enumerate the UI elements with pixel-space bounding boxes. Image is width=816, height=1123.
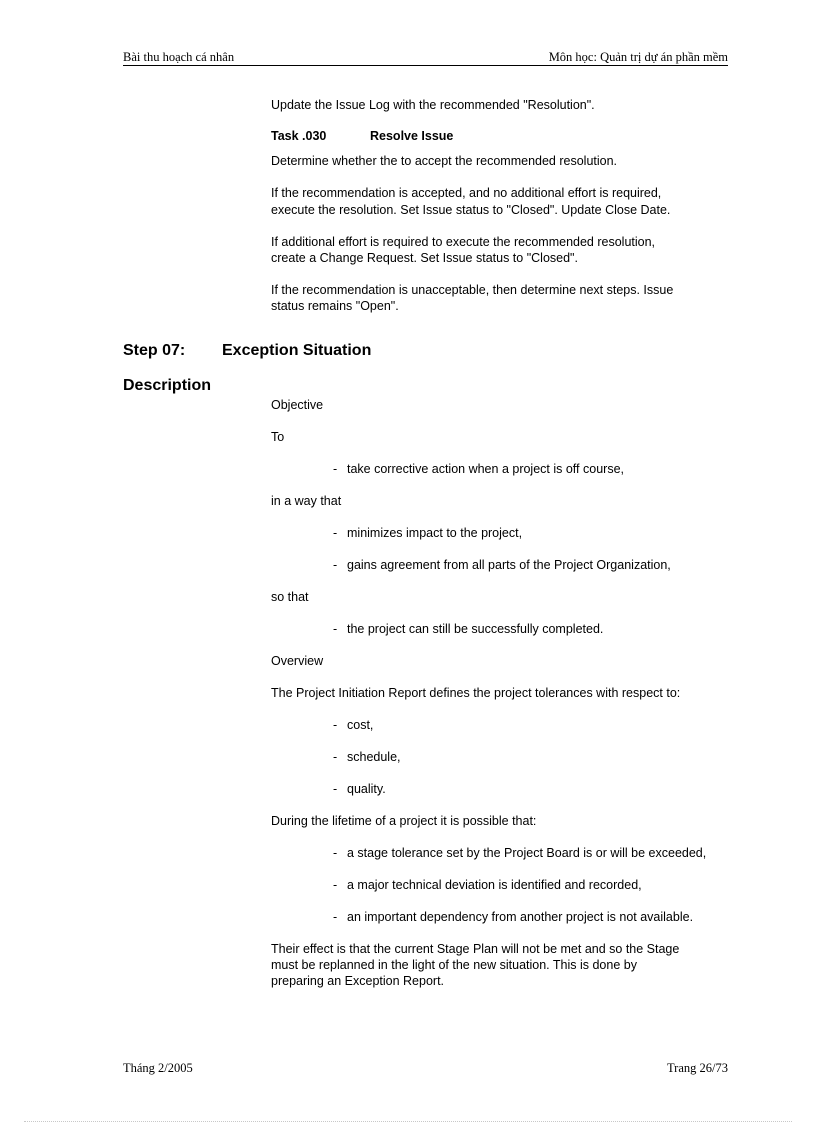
step-title: Exception Situation <box>222 342 372 359</box>
step-heading <box>123 342 372 360</box>
bullet-text: the project can still be successfully completed. <box>347 622 604 636</box>
bullet-dependency <box>333 909 693 925</box>
paragraph-additional-line-2: create a Change Request. Set Issue status to "Closed". <box>271 251 578 265</box>
task-number: Task .030 <box>271 129 327 143</box>
page-header <box>123 50 728 66</box>
bullet-text: a major technical deviation is identified and recorded, <box>347 878 642 892</box>
header-right-text: Môn học: Quản trị dự án phần mềm <box>548 50 728 64</box>
step-label: Step 07: <box>123 342 186 359</box>
bullet-major-deviation <box>333 877 642 893</box>
bullet-cost <box>333 717 373 733</box>
task-heading <box>271 129 454 143</box>
paragraph-additional-line-1: If additional effort is required to execute the recommended resolution, <box>271 235 656 249</box>
bullet-dash: - <box>333 846 338 860</box>
paragraph-update-issue-log: Update the Issue Log with the recommended "Resolution". <box>271 98 595 112</box>
bullet-text: cost, <box>347 718 374 732</box>
bullet-dash: - <box>333 622 338 636</box>
paragraph-project-initiation-report: The Project Initiation Report defines the project tolerances with respect to: <box>271 686 681 700</box>
bullet-dash: - <box>333 718 338 732</box>
bullet-successfully-completed <box>333 621 603 637</box>
task-title: Resolve Issue <box>370 129 454 143</box>
paragraph-unacceptable-line-2: status remains "Open". <box>271 299 399 313</box>
bullet-text: an important dependency from another project is not available. <box>347 910 694 924</box>
footer-page-number: Trang 26/73 <box>666 1061 728 1075</box>
bullet-text: schedule, <box>347 750 401 764</box>
in-a-way-that-label: in a way that <box>271 494 342 508</box>
footer-date: Tháng 2/2005 <box>123 1061 193 1075</box>
objective-label: Objective <box>271 398 324 412</box>
overview-label: Overview <box>271 654 324 668</box>
bullet-corrective-action <box>333 461 624 477</box>
to-label: To <box>271 430 285 444</box>
bullet-text: minimizes impact to the project, <box>347 526 523 540</box>
paragraph-accepted-line-1: If the recommendation is accepted, and no additional effort is required, <box>271 186 662 200</box>
bullet-dash: - <box>333 462 338 476</box>
paragraph-determine: Determine whether the to accept the recommended resolution. <box>271 154 618 168</box>
bullet-stage-tolerance <box>333 845 706 861</box>
so-that-label: so that <box>271 590 309 604</box>
bullet-text: a stage tolerance set by the Project Board is or will be exceeded, <box>347 846 707 860</box>
paragraph-effect-line-1: Their effect is that the current Stage Plan will not be met and so the Stage <box>271 942 680 956</box>
bullet-dash: - <box>333 750 338 764</box>
bullet-dash: - <box>333 878 338 892</box>
bullet-text: quality. <box>347 782 386 796</box>
bullet-text: gains agreement from all parts of the Project Organization, <box>347 558 671 572</box>
bullet-dash: - <box>333 558 338 572</box>
paragraph-effect-line-3: preparing an Exception Report. <box>271 974 445 988</box>
page-bottom-divider <box>24 1121 792 1122</box>
bullet-gains-agreement <box>333 557 671 573</box>
bullet-dash: - <box>333 782 338 796</box>
bullet-minimizes-impact <box>333 525 522 541</box>
bullet-text: take corrective action when a project is off course, <box>347 462 624 476</box>
paragraph-lifetime: During the lifetime of a project it is possible that: <box>271 814 537 828</box>
bullet-schedule <box>333 749 401 765</box>
bullet-quality <box>333 781 386 797</box>
paragraph-effect-line-2: must be replanned in the light of the new situation. This is done by <box>271 958 637 972</box>
paragraph-unacceptable-line-1: If the recommendation is unacceptable, then determine next steps. Issue <box>271 283 674 297</box>
bullet-dash: - <box>333 526 338 540</box>
bullet-dash: - <box>333 910 338 924</box>
description-heading: Description <box>123 377 212 394</box>
paragraph-accepted-line-2: execute the resolution. Set Issue status to "Closed". Update Close Date. <box>271 203 671 217</box>
header-left-text: Bài thu hoạch cá nhân <box>123 50 235 64</box>
